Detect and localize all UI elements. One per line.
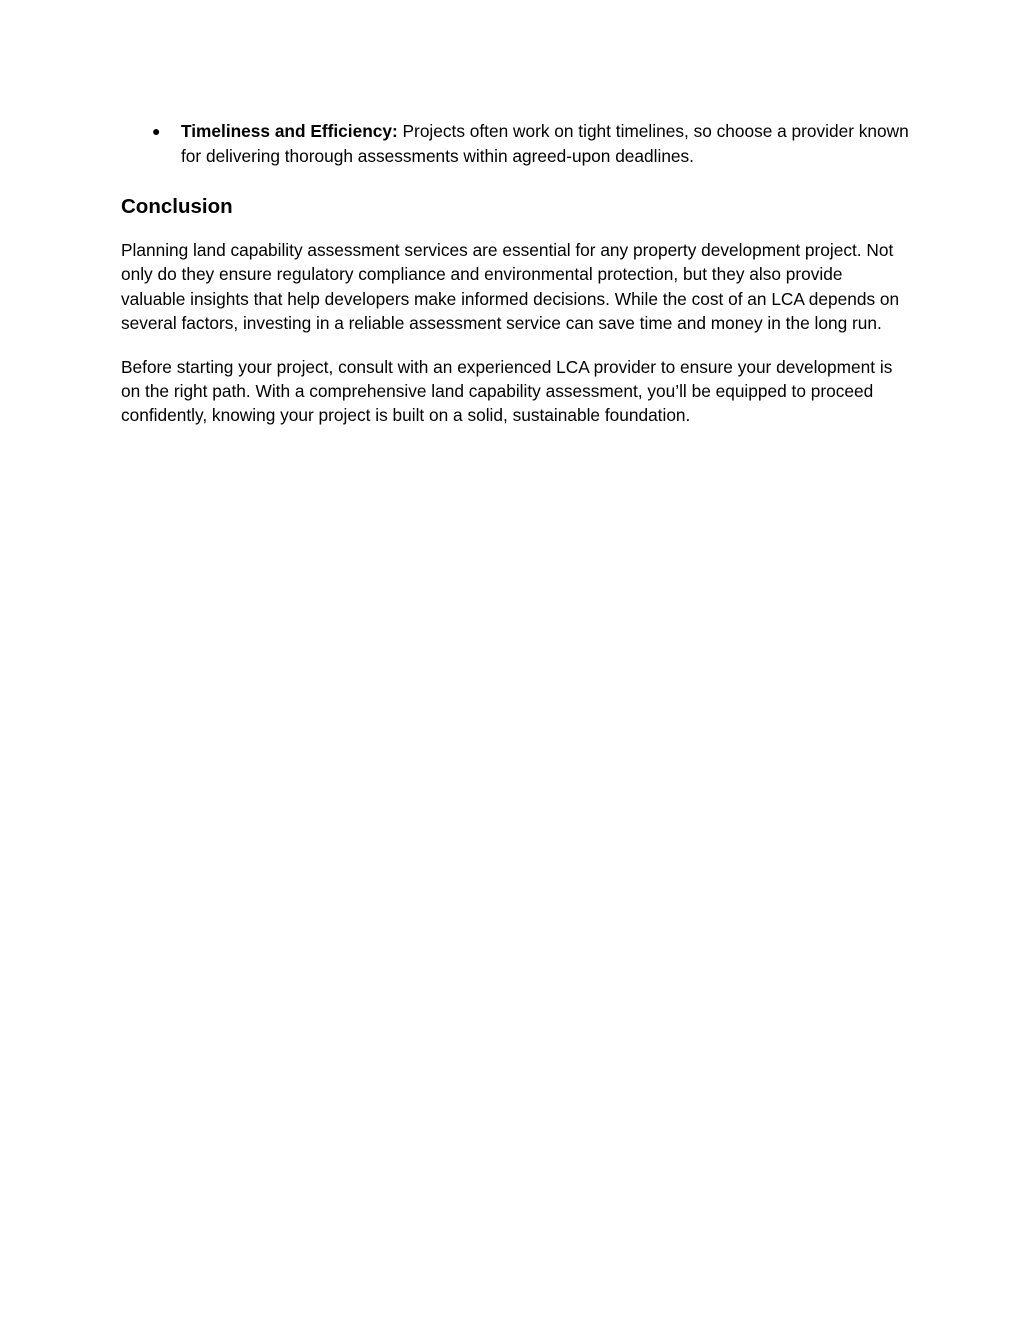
paragraph-1: Planning land capability assessment services are essential for any property development project. Not only do they ensure regulatory compliance and environmental protection, but they also provide valuable insights that help developers make informed decisions. While the cost of an LCA depends on several factors, investing in a reliable assessment service can save time and money in the long run. (121, 240, 900, 334)
section-heading-conclusion: Conclusion (121, 195, 233, 218)
bullet-dot-icon: ● (152, 123, 161, 139)
bullet-title: Timeliness and Efficiency: (181, 121, 398, 141)
bullet-list (121, 119, 911, 168)
bullet-text: Projects often work on tight timelines, so choose a provider known for delivering thorough assessments within agreed-upon deadlines. (181, 121, 909, 166)
paragraph-2: Before starting your project, consult with an experienced LCA provider to ensure your development is on the right path. With a comprehensive land capability assessment, you’ll be equipped to proceed confidently, knowing your project is built on a solid, sustainable foundation. (121, 356, 893, 426)
bullet-item-timeliness (121, 119, 911, 168)
document-body (121, 119, 911, 428)
